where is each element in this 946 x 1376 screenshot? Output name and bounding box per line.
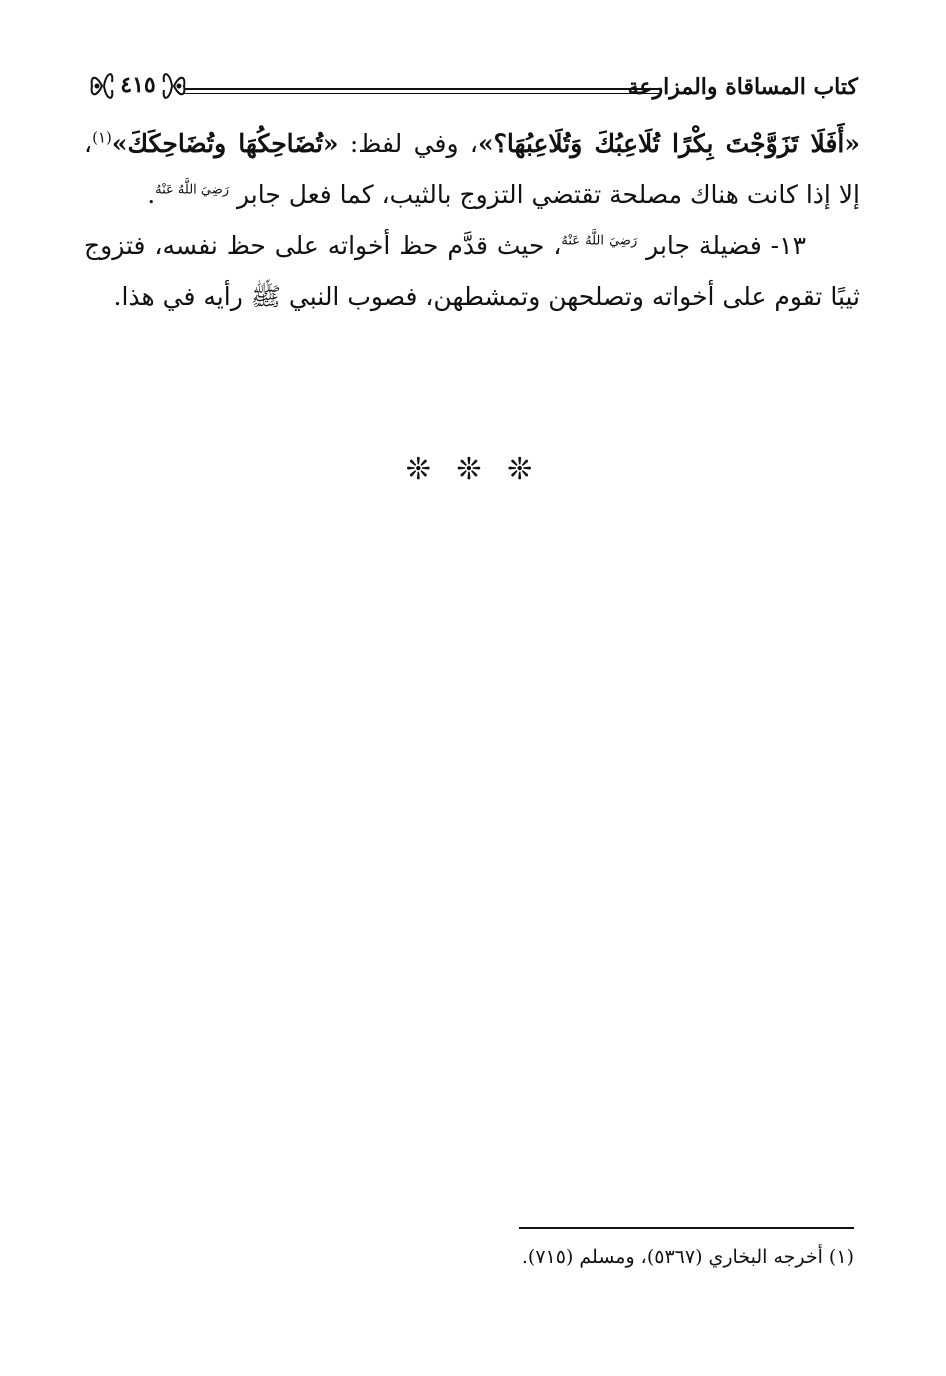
main-text — [84, 118, 860, 322]
item-13-middle: ، حيث قدَّم حظ أخواته على حظ نفسه، فتزوج ثيبًا تقوم على أخواته وتصلحهن وتمشطهن، فصوب النبي — [84, 231, 860, 311]
hadith-quote-1: «أَفَلَا تَزَوَّجْتَ بِكْرًا تُلَاعِبُكَ وَتُلَاعِبُهَا؟» — [477, 129, 860, 158]
period: . — [147, 180, 156, 209]
footnote-rule — [519, 1227, 854, 1229]
hadith-quote-2: «تُضَاحِكُهَا وتُضَاحِكَكَ» — [111, 129, 339, 158]
header-rule — [184, 88, 660, 90]
comma: ، — [84, 129, 93, 158]
page-number-ornament — [88, 64, 188, 108]
item-13-end: رأيه في هذا. — [113, 282, 243, 311]
honorific-mark: رَضِيَ اللَّهُ عَنْهُ — [155, 182, 230, 198]
paragraph-item-13 — [84, 220, 860, 322]
item-13-start: ١٣- فضيلة جابر — [646, 231, 806, 260]
connector-text: ، وفي لفظ: — [338, 129, 478, 158]
paragraph-hadith — [84, 118, 860, 220]
footnote-reference: (١) — [92, 128, 112, 147]
page-number: ٤١٥ — [120, 72, 156, 98]
running-title: كتاب المساقاة والمزارعة — [627, 74, 858, 100]
footnote: (١) أخرجه البخاري (٥٣٦٧)، ومسلم (٧١٥). — [521, 1246, 854, 1268]
honorific-mark: رَضِيَ اللَّهُ عَنْهُ — [561, 233, 638, 249]
salawat-mark: ﷺ — [250, 282, 281, 311]
header-rule-thin — [184, 93, 660, 94]
section-separator: ❊ ❊ ❊ — [405, 452, 541, 487]
page-header — [88, 62, 858, 112]
exception-text: إلا إذا كانت هناك مصلحة تقتضي التزوج بالثيب، كما فعل جابر — [237, 180, 860, 209]
